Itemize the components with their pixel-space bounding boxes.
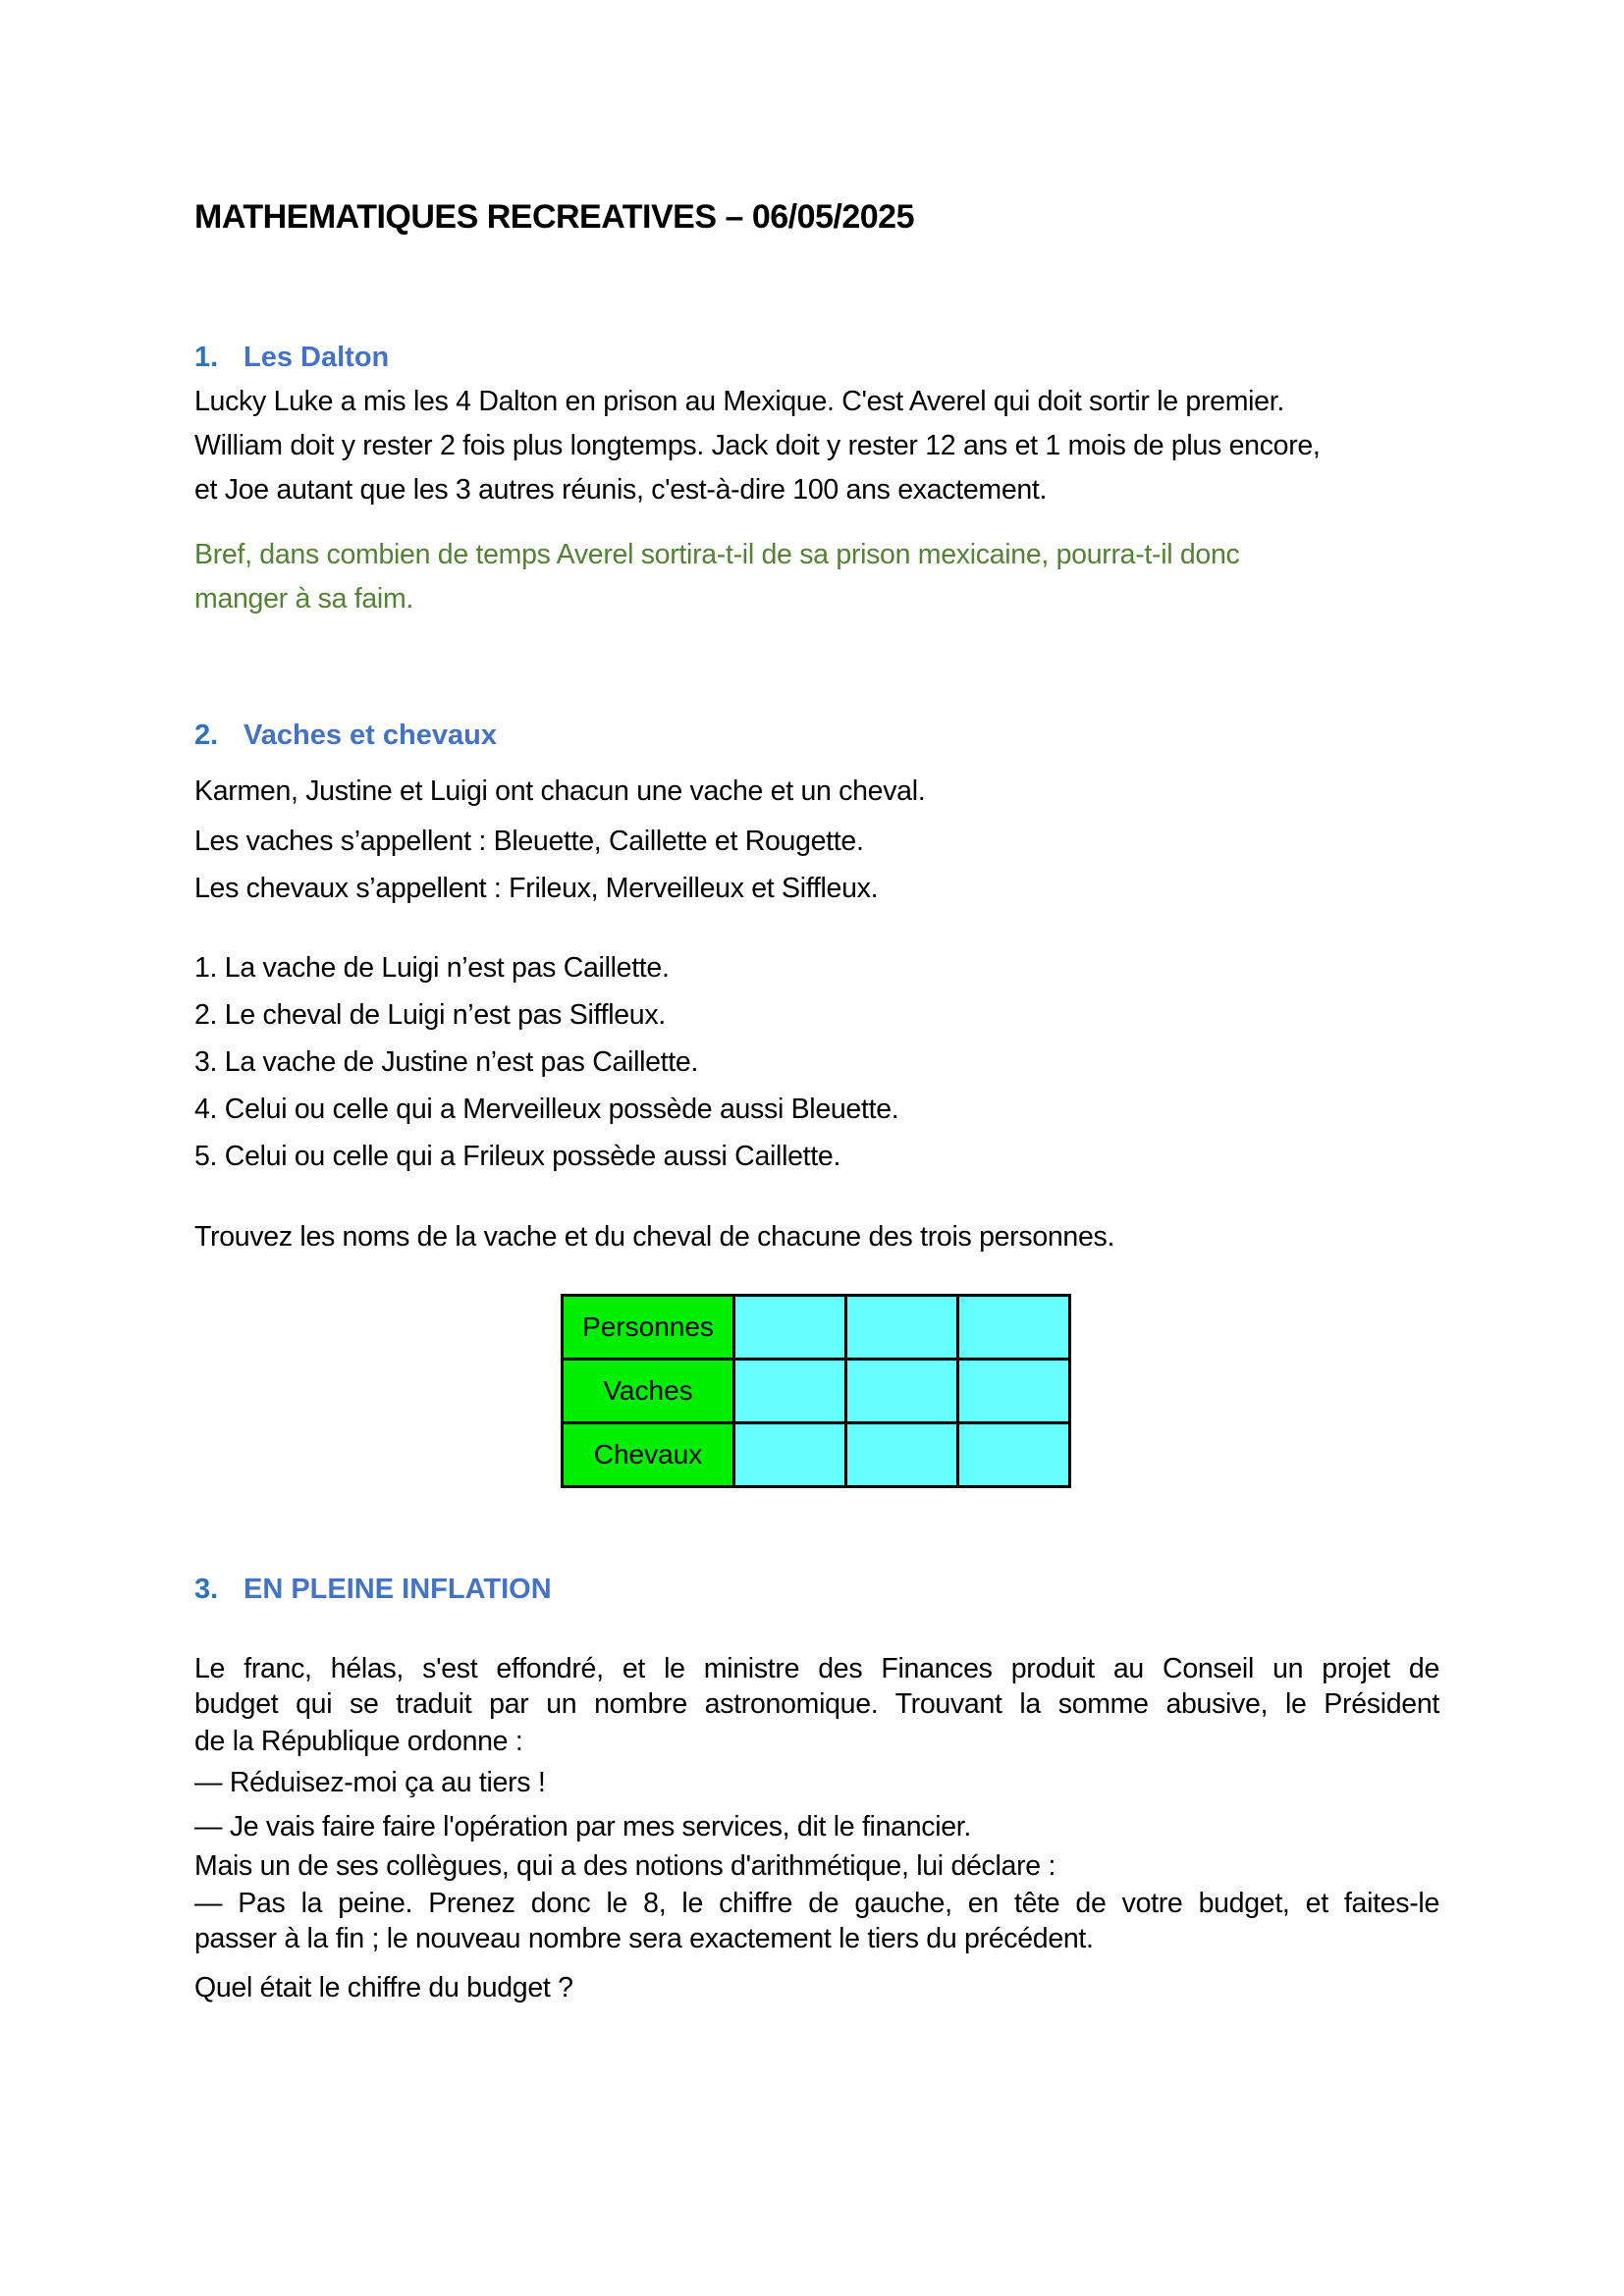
section-2-heading [194, 720, 497, 752]
paragraph-line: Le franc, hélas, s'est effondré, et le ministre des Finances produit au Conseil un projet de [194, 1653, 1439, 1684]
answer-cell[interactable] [846, 1360, 958, 1423]
answer-grid [561, 1294, 1071, 1488]
intro-line: Karmen, Justine et Luigi ont chacun une vache et un cheval. [194, 775, 926, 807]
paragraph-line: Lucky Luke a mis les 4 Dalton en prison au Mexique. C'est Averel qui doit sortir le premier. [194, 386, 1284, 417]
section-number: 3. [194, 1574, 219, 1605]
answer-cell[interactable] [734, 1423, 846, 1487]
answer-cell[interactable] [846, 1296, 958, 1360]
page-title: MATHEMATIQUES RECREATIVES – 06/05/2025 [194, 198, 914, 236]
answer-cell[interactable] [846, 1423, 958, 1487]
answer-cell[interactable] [958, 1360, 1070, 1423]
answer-cell[interactable] [734, 1296, 846, 1360]
answer-cell[interactable] [958, 1423, 1070, 1487]
clue-item: 2. Le cheval de Luigi n’est pas Siffleux. [194, 999, 666, 1031]
section-1-heading [194, 342, 389, 374]
paragraph-line: passer à la fin ; le nouveau nombre sera exactement le tiers du précédent. [194, 1923, 1094, 1954]
section-title: Les Dalton [244, 342, 390, 373]
table-row [563, 1423, 1070, 1487]
paragraph-line: et Joe autant que les 3 autres réunis, c'est-à-dire 100 ans exactement. [194, 474, 1048, 506]
section-number: 2. [194, 720, 219, 751]
row-label: Chevaux [563, 1423, 734, 1487]
clue-item: 1. La vache de Luigi n’est pas Caillette. [194, 952, 670, 984]
question-line: manger à sa faim. [194, 583, 413, 614]
section-number: 1. [194, 342, 219, 373]
paragraph-line: budget qui se traduit par un nombre astronomique. Trouvant la somme abusive, le Président [194, 1688, 1439, 1720]
dialogue-line: — Pas la peine. Prenez donc le 8, le chiffre de gauche, en tête de votre budget, et faites-le [194, 1888, 1439, 1919]
section-3-heading [194, 1574, 552, 1606]
dialogue-line: — Je vais faire faire l'opération par mes services, dit le financier. [194, 1811, 972, 1842]
paragraph-line: Mais un de ses collègues, qui a des notions d'arithmétique, lui déclare : [194, 1850, 1056, 1882]
section-title: EN PLEINE INFLATION [244, 1574, 552, 1605]
instruction: Trouvez les noms de la vache et du cheval de chacune des trois personnes. [194, 1221, 1115, 1253]
intro-line: Les chevaux s’appellent : Frileux, Merveilleux et Siffleux. [194, 873, 879, 904]
clue-item: 3. La vache de Justine n’est pas Caillette. [194, 1046, 699, 1078]
answer-cell[interactable] [958, 1296, 1070, 1360]
dialogue-line: — Réduisez-moi ça au tiers ! [194, 1767, 546, 1798]
table-row [563, 1296, 1070, 1360]
section-title: Vaches et chevaux [244, 720, 497, 751]
intro-line: Les vaches s’appellent : Bleuette, Caillette et Rougette. [194, 826, 864, 857]
question-line: Quel était le chiffre du budget ? [194, 1972, 573, 2003]
answer-cell[interactable] [734, 1360, 846, 1423]
clue-item: 4. Celui ou celle qui a Merveilleux possède aussi Bleuette. [194, 1094, 899, 1125]
row-label: Personnes [563, 1296, 734, 1360]
table-row [563, 1360, 1070, 1423]
question-line: Bref, dans combien de temps Averel sortira-t-il de sa prison mexicaine, pourra-t-il donc [194, 539, 1240, 570]
clue-item: 5. Celui ou celle qui a Frileux possède aussi Caillette. [194, 1141, 841, 1172]
paragraph-line: William doit y rester 2 fois plus longtemps. Jack doit y rester 12 ans et 1 mois de plus encore, [194, 430, 1321, 461]
paragraph-line: de la République ordonne : [194, 1726, 523, 1757]
row-label: Vaches [563, 1360, 734, 1423]
